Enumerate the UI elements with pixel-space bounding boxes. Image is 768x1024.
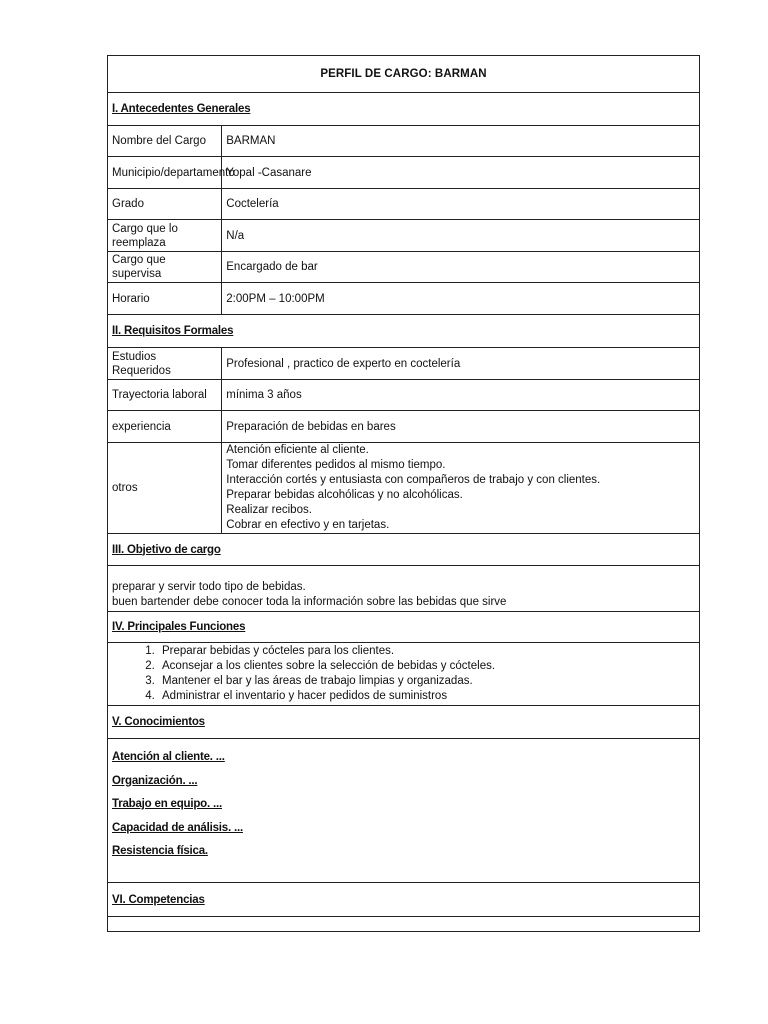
row-value: Encargado de bar xyxy=(222,252,700,283)
table-row xyxy=(108,252,700,283)
section-antecedentes: I. Antecedentes Generales xyxy=(108,93,700,126)
list-item: Organización. ... xyxy=(112,774,198,787)
competencias-content xyxy=(108,917,700,932)
list-item: 2. Aconsejar a los clientes sobre la selección de bebidas y cócteles. xyxy=(158,659,695,674)
table-row xyxy=(108,348,700,380)
row-label: Horario xyxy=(108,283,222,315)
row-label: Nombre del Cargo xyxy=(108,126,222,157)
list-item: preparar y servir todo tipo de bebidas. xyxy=(112,581,306,593)
list-item: Trabajo en equipo. ... xyxy=(112,798,222,810)
row-label: Estudios Requeridos xyxy=(108,348,222,380)
list-item: Realizar recibos. xyxy=(226,504,312,516)
row-value: Yopal -Casanare xyxy=(222,157,700,189)
table-row xyxy=(108,411,700,443)
row-value: 2:00PM – 10:00PM xyxy=(222,283,700,315)
table-row xyxy=(108,220,700,252)
list-item: Atención al cliente. ... xyxy=(112,751,225,763)
conocimientos-list xyxy=(108,739,700,883)
document-title: PERFIL DE CARGO: BARMAN xyxy=(108,56,700,93)
table-row xyxy=(108,380,700,411)
list-item: Capacidad de análisis. ... xyxy=(112,821,243,834)
section-requisitos: II. Requisitos Formales xyxy=(108,315,700,348)
row-value: mínima 3 años xyxy=(222,380,700,411)
row-value: BARMAN xyxy=(222,126,700,157)
table-row xyxy=(108,443,700,534)
list-item: Preparar bebidas alcohólicas y no alcohólicas. xyxy=(226,489,463,501)
row-label: otros xyxy=(108,443,222,534)
section-objetivo: III. Objetivo de cargo xyxy=(108,534,700,566)
row-label: Cargo que lo reemplaza xyxy=(108,220,222,252)
objetivo-text xyxy=(108,566,700,612)
row-label: Grado xyxy=(108,189,222,220)
row-label: Cargo que supervisa xyxy=(108,252,222,283)
section-competencias: VI. Competencias xyxy=(108,883,700,917)
section-conocimientos: V. Conocimientos xyxy=(108,706,700,739)
list-item: Tomar diferentes pedidos al mismo tiempo. xyxy=(226,459,446,471)
section-funciones: IV. Principales Funciones xyxy=(108,612,700,643)
row-value: N/a xyxy=(222,220,700,252)
funciones-list xyxy=(112,644,695,704)
otros-list xyxy=(222,443,700,534)
list-item: Cobrar en efectivo y en tarjetas. xyxy=(226,519,390,531)
list-item: buen bartender debe conocer toda la información sobre las bebidas que sirve xyxy=(112,596,507,608)
funciones-list-cell xyxy=(108,643,700,706)
list-item: 1. Preparar bebidas y cócteles para los clientes. xyxy=(158,644,695,659)
row-value: Coctelería xyxy=(222,189,700,220)
table-row xyxy=(108,126,700,157)
table-row xyxy=(108,283,700,315)
row-label: Municipio/departamento xyxy=(108,157,222,189)
list-item: 4. Administrar el inventario y hacer pedidos de suministros xyxy=(158,689,695,704)
list-item: Atención eficiente al cliente. xyxy=(226,444,369,456)
row-value: Preparación de bebidas en bares xyxy=(222,411,700,443)
list-item: 3. Mantener el bar y las áreas de trabajo limpias y organizadas. xyxy=(158,674,695,689)
row-value: Profesional , practico de experto en coctelería xyxy=(222,348,700,380)
row-label: Trayectoria laboral xyxy=(108,380,222,411)
list-item: Interacción cortés y entusiasta con compañeros de trabajo y con clientes. xyxy=(226,474,601,486)
list-item: Resistencia física. xyxy=(112,845,208,857)
job-profile-table xyxy=(107,55,700,932)
row-label: experiencia xyxy=(108,411,222,443)
table-row xyxy=(108,189,700,220)
table-row xyxy=(108,157,700,189)
